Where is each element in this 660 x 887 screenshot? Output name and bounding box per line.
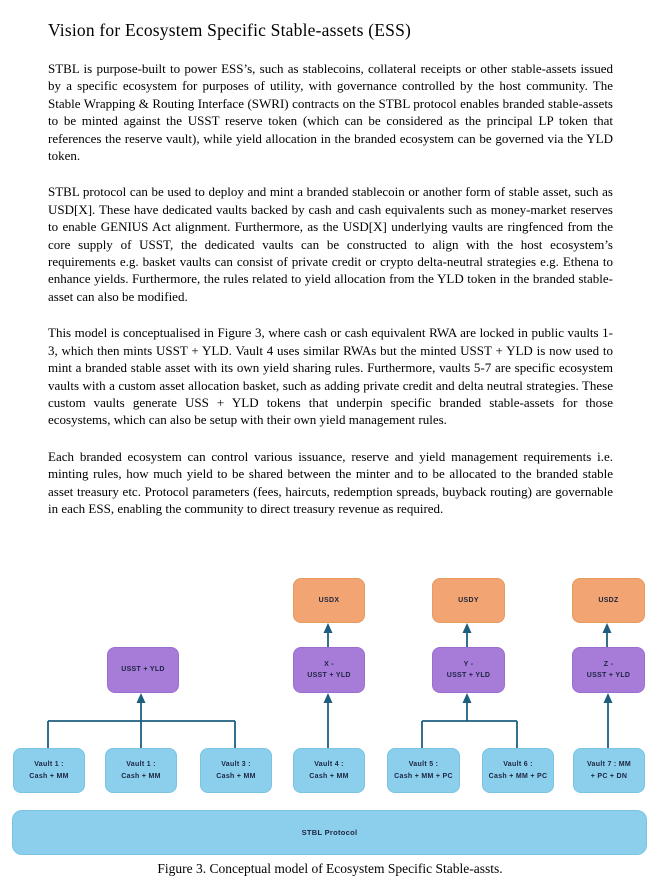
box-label-line1: Vault 7 : MM (586, 761, 632, 769)
box-label-line2: Cash + MM (121, 772, 161, 780)
box-label-line2: USST + YLD (586, 672, 631, 679)
box-label-line1: Vault 1 : (126, 761, 156, 769)
vault-box-4 (293, 748, 365, 793)
box-label-line2: Cash + MM (29, 772, 69, 780)
paragraph-2: STBL protocol can be used to deploy and mint a branded stablecoin or another form of stable asset, such as USD[X]. These have dedicated vaults backed by cash and cash equivalents such as money-market reserves to enable GENIUS Act alignment. Furthermore, as the USD[X] underlying vaults are ringfenced from the core supply of USST, the dedicated vaults can be constructed to align with the host ecosystem’s requirements e.g. basket vaults can consist of private credit or crypto delta-neutral strategies e.g. Ethena to enhance yields. Furthermore, the rules related to yield allocation from the YLD token in the branded stable-asset can also be modified. (48, 184, 613, 304)
paragraph-1: STBL is purpose-built to power ESS’s, such as stablecoins, collateral receipts or other stable-assets issued by a specific ecosystem for purposes of utility, with governance controlled by the host community. The Stable Wrapping & Routing Interface (SWRI) contracts on the STBL protocol enables branded stable-assets to be minted against the USST reserve token (which can be considered as the principal LP token that references the reserve vault), while yield allocation in the branded ecosystem can be governed via the YLD token. (48, 61, 613, 164)
box-label-line2: USST + YLD (446, 672, 491, 679)
vault-box-1 (13, 748, 85, 793)
paragraph-3: This model is conceptualised in Figure 3, where cash or cash equivalent RWA are locked in public vaults 1-3, which then mints USST + YLD. Vault 4 uses similar RWAs but the minted USST + YLD is now used to mint a branded stable asset with its own yield sharing rules. Furthermore, vaults 5-7 are specific ecosystem vaults with a custom asset allocation basket, such as adding private credit and delta neutral strategies. These custom vaults generate USS + YLD tokens that underpin specific branded stable-assets for those ecosystems, which can also be setup with their own yield management rules. (48, 325, 613, 428)
box-label-line2: Cash + MM + PC (394, 772, 453, 780)
stable-asset-box-usdx (293, 578, 365, 623)
stable-asset-box-usdy (432, 578, 505, 623)
stbl-protocol-bar (12, 810, 647, 855)
vault-box-6 (482, 748, 554, 793)
box-label-line1: X - (324, 660, 334, 668)
figure-caption: Figure 3. Conceptual model of Ecosystem Specific Stable-assts. (157, 861, 503, 876)
box-label-line2: USST + YLD (307, 672, 351, 679)
stable-asset-box-usdz (572, 578, 645, 623)
box-label-line2: Cash + MM (309, 772, 349, 780)
figure-3-diagram (0, 570, 660, 862)
token-box-usst-yld (107, 647, 179, 693)
box-label-line2: Cash + MM + PC (488, 772, 548, 780)
box-label-line1: Vault 4 : (314, 761, 344, 769)
vault-box-7 (573, 748, 645, 793)
paragraph-4: Each branded ecosystem can control various issuance, reserve and yield management requirements i.e. minting rules, how much yield to be shared between the minter and to be allocated to the branded stable asset treasury etc. Protocol parameters (fees, haircuts, redemption spreads, buyback routing) are governable in each ESS, enabling the community to direct treasury revenue as required. (48, 448, 613, 516)
document-body (48, 20, 613, 536)
box-label-line1: Y - (463, 660, 474, 668)
box-label-line1: Vault 1 : (34, 761, 64, 769)
box-label-line2: + PC + DN (590, 772, 628, 780)
token-box-z-usst-yld (572, 647, 645, 693)
box-label-line1: USST + YLD (121, 666, 165, 674)
token-box-x-usst-yld (293, 647, 365, 693)
box-label: USDZ (598, 596, 619, 604)
protocol-bar-label: STBL Protocol (301, 828, 358, 837)
box-label: USDX (318, 596, 340, 604)
box-label-line1: Vault 5 : (408, 761, 439, 769)
box-label: USDY (458, 596, 479, 604)
box-label-line1: Z - (603, 660, 614, 668)
vault-box-5 (387, 748, 460, 793)
box-label-line2: Cash + MM (216, 772, 256, 780)
vault-box-2 (105, 748, 177, 793)
token-box-y-usst-yld (432, 647, 505, 693)
box-label-line1: Vault 6 : (503, 761, 533, 769)
box-label-line1: Vault 3 : (221, 761, 251, 769)
page-title: Vision for Ecosystem Specific Stable-assets (ESS) (48, 20, 412, 40)
vault-box-3 (200, 748, 272, 793)
